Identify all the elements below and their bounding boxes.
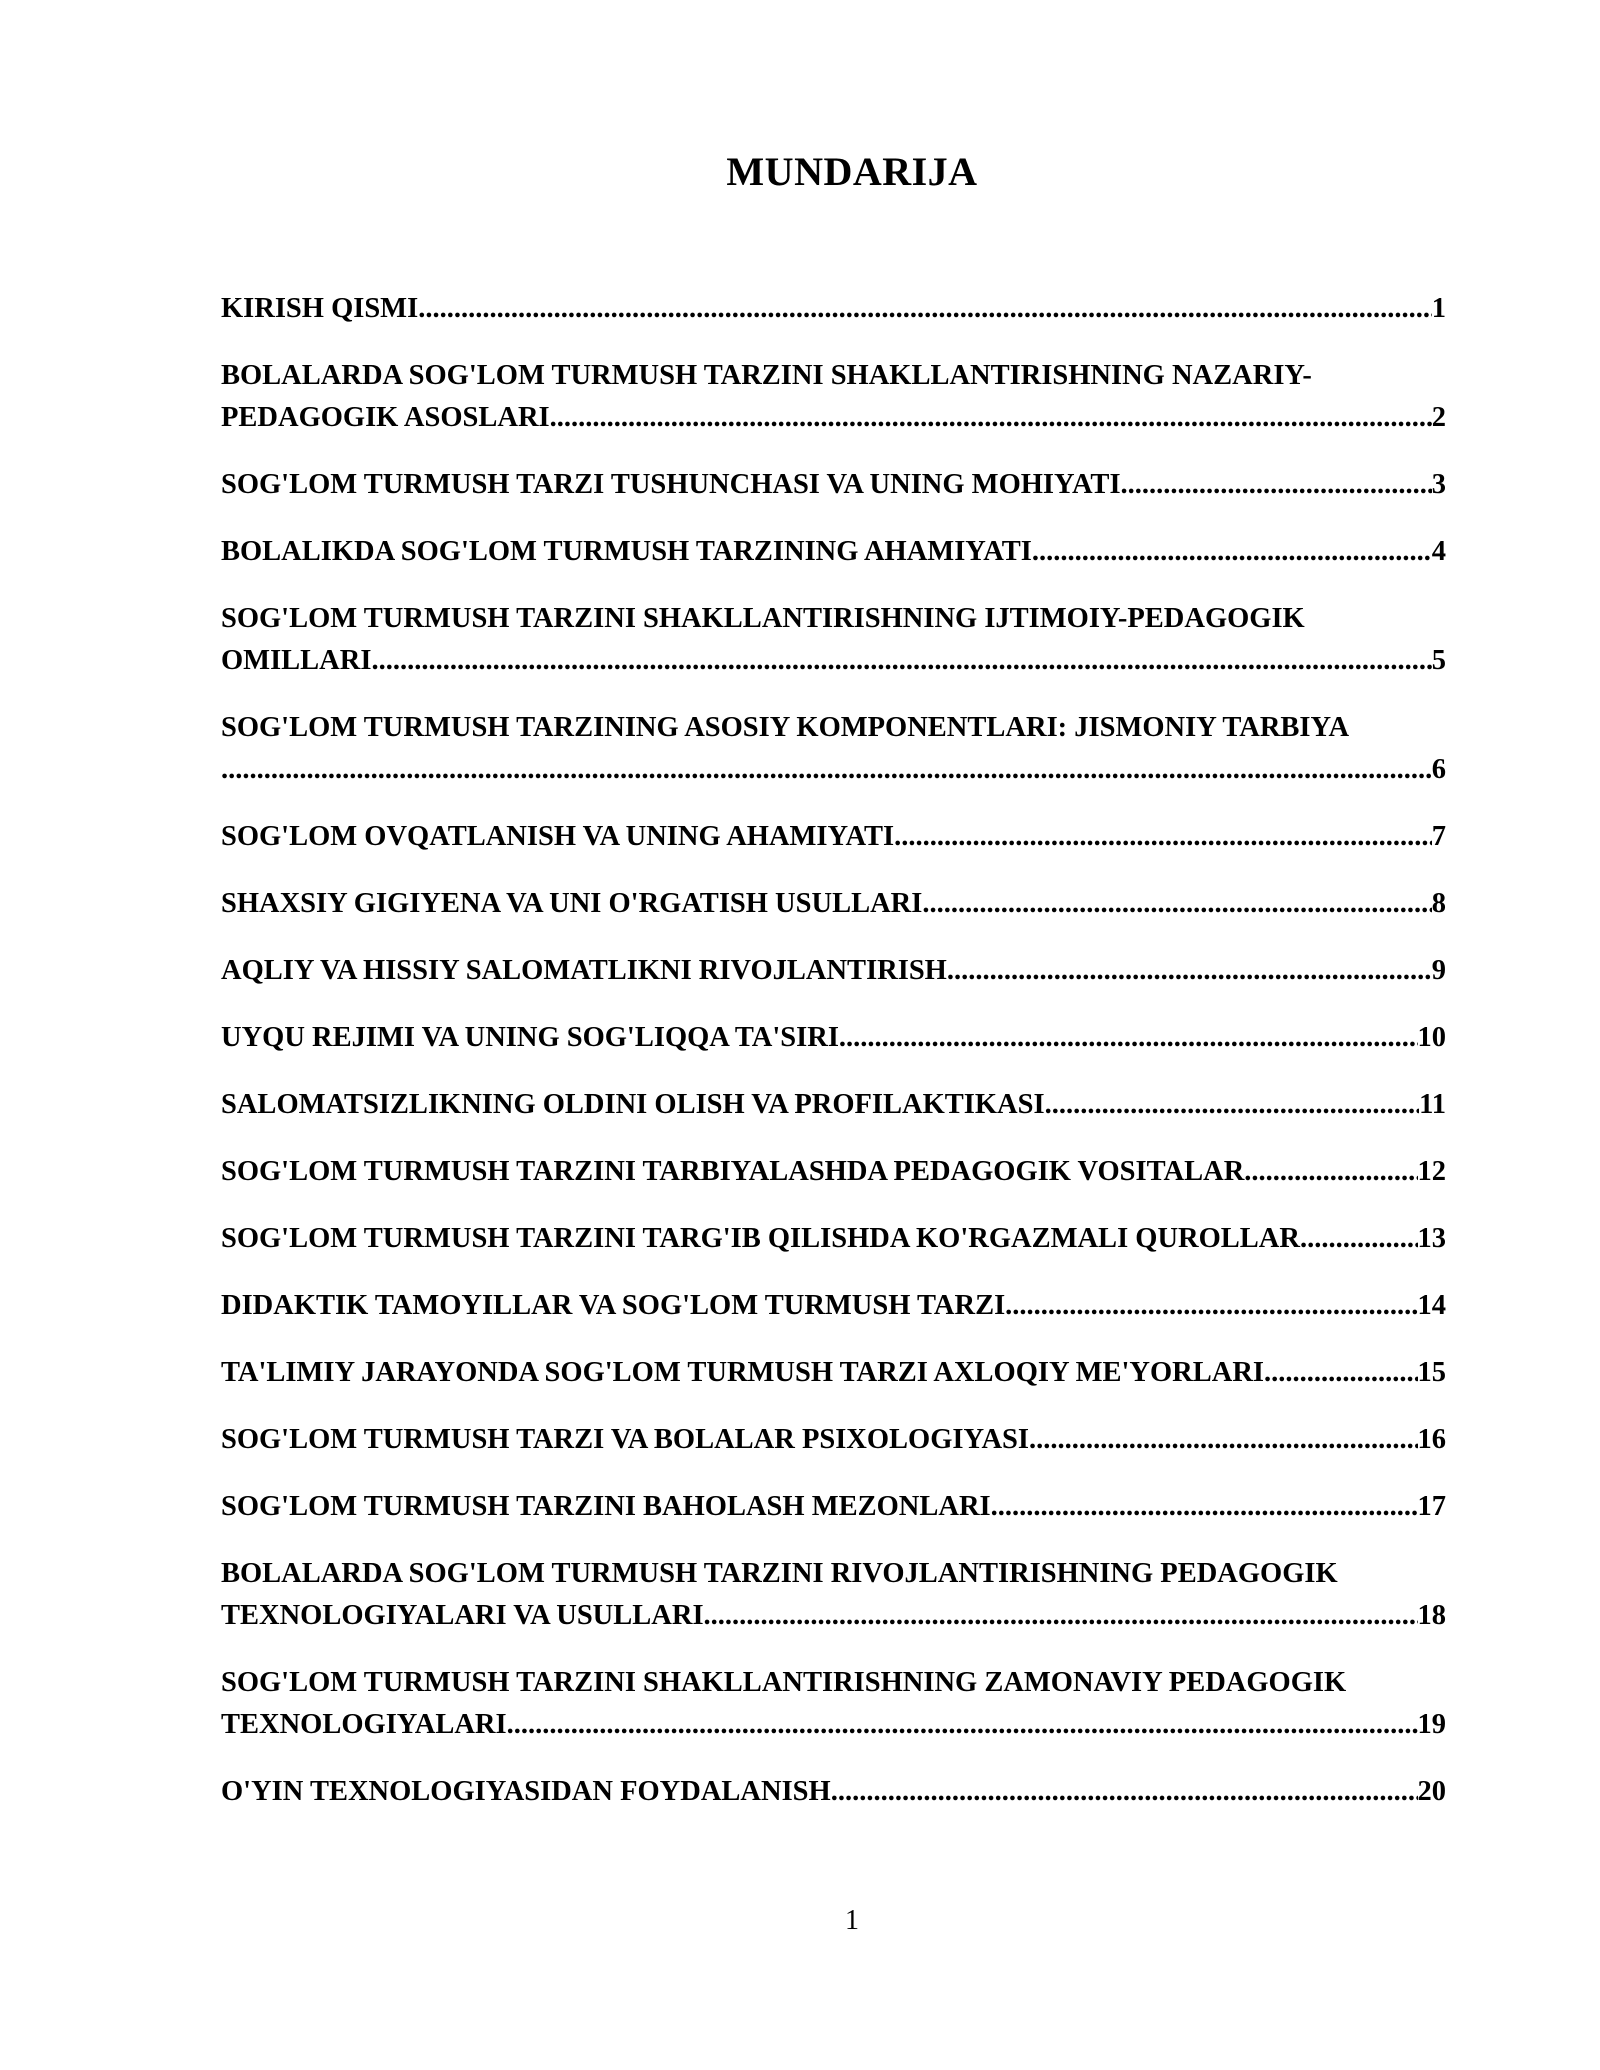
toc-entry[interactable]: [221, 707, 1446, 791]
toc-entry-title: OMILLARI: [221, 645, 372, 676]
toc-entry-title: TEXNOLOGIYALARI: [221, 1709, 507, 1740]
toc-entry-page-number: 1: [1431, 293, 1446, 324]
table-of-contents: [221, 288, 1446, 1838]
toc-entry[interactable]: [221, 883, 1446, 925]
toc-entry-title: SOG'LOM TURMUSH TARZINI BAHOLASH MEZONLARI: [221, 1491, 991, 1522]
dot-leader: [704, 1595, 1418, 1637]
toc-entry-title: TEXNOLOGIYALARI VA USULLARI: [221, 1600, 704, 1631]
toc-entry-leader-line: [221, 950, 1446, 992]
toc-entry-leader-line: [221, 1352, 1446, 1394]
toc-entry[interactable]: [221, 1553, 1446, 1637]
dot-leader: [550, 397, 1432, 439]
dot-leader: [1121, 464, 1432, 506]
dot-leader: [1029, 1419, 1418, 1461]
toc-entry-page-number: 18: [1417, 1600, 1446, 1631]
dot-leader: [1300, 1218, 1418, 1260]
toc-entry[interactable]: [221, 288, 1446, 330]
toc-entry-leader-line: [221, 1595, 1446, 1637]
dot-leader: [1244, 1151, 1417, 1193]
toc-entry-leader-line: [221, 1151, 1446, 1193]
toc-entry[interactable]: [221, 1486, 1446, 1528]
toc-entry-page-number: 20: [1417, 1776, 1446, 1807]
toc-entry-page-number: 16: [1417, 1424, 1446, 1455]
toc-entry[interactable]: [221, 464, 1446, 506]
toc-entry[interactable]: [221, 1151, 1446, 1193]
toc-entry-leader-line: [221, 1704, 1446, 1746]
toc-entry-title: UYQU REJIMI VA UNING SOG'LIQQA TA'SIRI: [221, 1022, 839, 1053]
toc-entry-page-number: 19: [1417, 1709, 1446, 1740]
toc-entry[interactable]: [221, 355, 1446, 439]
toc-entry-leader-line: [221, 1084, 1446, 1126]
toc-entry-title: SOG'LOM TURMUSH TARZINI TARG'IB QILISHDA KO'RGAZMALI QUROLLAR: [221, 1223, 1300, 1254]
toc-entry-leader-line: [221, 640, 1446, 682]
toc-entry-leader-line: [221, 464, 1446, 506]
toc-entry-title-line: SOG'LOM TURMUSH TARZINING ASOSIY KOMPONENTLARI: JISMONIY TARBIYA: [221, 712, 1350, 743]
toc-entry[interactable]: [221, 1662, 1446, 1746]
toc-entry-title-line: BOLALARDA SOG'LOM TURMUSH TARZINI SHAKLLANTIRISHNING NAZARIY-: [221, 360, 1312, 391]
toc-entry-page-number: 5: [1431, 645, 1446, 676]
toc-entry[interactable]: [221, 1419, 1446, 1461]
toc-entry[interactable]: [221, 1285, 1446, 1327]
toc-entry[interactable]: [221, 1352, 1446, 1394]
toc-entry[interactable]: [221, 816, 1446, 858]
toc-entry-page-number: 12: [1417, 1156, 1446, 1187]
toc-entry-page-number: 15: [1417, 1357, 1446, 1388]
page-number-wrapper: [0, 1905, 1600, 1937]
toc-entry-page-number: 6: [1431, 754, 1446, 785]
toc-entry-page-number: 4: [1431, 536, 1446, 567]
toc-entry-leader-line: [221, 397, 1446, 439]
toc-entry-title: KIRISH QISMI: [221, 293, 419, 324]
toc-entry-page-number: 8: [1431, 888, 1446, 919]
toc-entry-leader-line: [221, 1771, 1446, 1813]
toc-entry-title: DIDAKTIK TAMOYILLAR VA SOG'LOM TURMUSH TARZI: [221, 1290, 1006, 1321]
dot-leader: [922, 883, 1431, 925]
toc-entry-page-number: 11: [1419, 1089, 1446, 1120]
toc-entry-leader-line: [221, 1017, 1446, 1059]
toc-entry-title: SHAXSIY GIGIYENA VA UNI O'RGATISH USULLARI: [221, 888, 923, 919]
dot-leader: [507, 1704, 1418, 1746]
dot-leader: [1032, 531, 1432, 573]
toc-entry-title-line: BOLALARDA SOG'LOM TURMUSH TARZINI RIVOJLANTIRISHNING PEDAGOGIK: [221, 1558, 1338, 1589]
toc-entry[interactable]: [221, 1084, 1446, 1126]
toc-entry-title: SOG'LOM TURMUSH TARZINI TARBIYALASHDA PEDAGOGIK VOSITALAR: [221, 1156, 1245, 1187]
toc-entry-title: SALOMATSIZLIKNING OLDINI OLISH VA PROFILAKTIKASI: [221, 1089, 1045, 1120]
toc-entry-title: PEDAGOGIK ASOSLARI: [221, 402, 550, 433]
toc-entry-title-line: SOG'LOM TURMUSH TARZINI SHAKLLANTIRISHNING IJTIMOIY-PEDAGOGIK: [221, 603, 1305, 634]
toc-entry-title: BOLALIKDA SOG'LOM TURMUSH TARZINING AHAMIYATI: [221, 536, 1032, 567]
toc-entry-page-number: 3: [1431, 469, 1446, 500]
toc-entry-page-number: 7: [1431, 821, 1446, 852]
toc-entry-page-number: 14: [1417, 1290, 1446, 1321]
dot-leader: [839, 1017, 1418, 1059]
toc-entry-leader-line: [221, 531, 1446, 573]
toc-entry-leader-line: [221, 816, 1446, 858]
page-title: MUNDARIJA: [726, 149, 978, 194]
dot-leader: [831, 1771, 1418, 1813]
toc-entry-leader-line: [221, 288, 1446, 330]
toc-entry-leader-line: [221, 1486, 1446, 1528]
toc-entry-title: TA'LIMIY JARAYONDA SOG'LOM TURMUSH TARZI AXLOQIY ME'YORLARI: [221, 1357, 1265, 1388]
dot-leader: [371, 640, 1431, 682]
toc-entry-title: SOG'LOM TURMUSH TARZI TUSHUNCHASI VA UNING MOHIYATI: [221, 469, 1121, 500]
toc-entry-title: AQLIY VA HISSIY SALOMATLIKNI RIVOJLANTIRISH: [221, 955, 947, 986]
toc-entry-page-number: 10: [1417, 1022, 1446, 1053]
toc-entry-page-number: 9: [1431, 955, 1446, 986]
toc-entry[interactable]: [221, 950, 1446, 992]
dot-leader: [991, 1486, 1418, 1528]
dot-leader: [1045, 1084, 1420, 1126]
dot-leader: [221, 749, 1432, 791]
toc-entry-title: SOG'LOM OVQATLANISH VA UNING AHAMIYATI: [221, 821, 895, 852]
toc-entry-leader-line: [221, 883, 1446, 925]
dot-leader: [894, 816, 1432, 858]
title-wrapper: [0, 148, 1600, 195]
toc-entry-page-number: 17: [1417, 1491, 1446, 1522]
toc-entry-leader-line: [221, 1285, 1446, 1327]
dot-leader: [1005, 1285, 1417, 1327]
toc-entry-title: O'YIN TEXNOLOGIYASIDAN FOYDALANISH: [221, 1776, 831, 1807]
toc-entry-page-number: 2: [1431, 402, 1446, 433]
toc-entry-leader-line: [221, 1218, 1446, 1260]
toc-entry-title: SOG'LOM TURMUSH TARZI VA BOLALAR PSIXOLOGIYASI: [221, 1424, 1029, 1455]
dot-leader: [418, 288, 1432, 330]
toc-entry[interactable]: [221, 1771, 1446, 1813]
toc-entry[interactable]: [221, 598, 1446, 682]
toc-entry[interactable]: [221, 1017, 1446, 1059]
toc-entry-leader-line: [221, 1419, 1446, 1461]
page-number: 1: [845, 1905, 859, 1936]
dot-leader: [947, 950, 1432, 992]
toc-entry[interactable]: [221, 1218, 1446, 1260]
toc-entry[interactable]: [221, 531, 1446, 573]
toc-entry-title-line: SOG'LOM TURMUSH TARZINI SHAKLLANTIRISHNING ZAMONAVIY PEDAGOGIK: [221, 1667, 1347, 1698]
toc-entry-page-number: 13: [1417, 1223, 1446, 1254]
dot-leader: [1264, 1352, 1417, 1394]
toc-entry-leader-line: [221, 749, 1446, 791]
